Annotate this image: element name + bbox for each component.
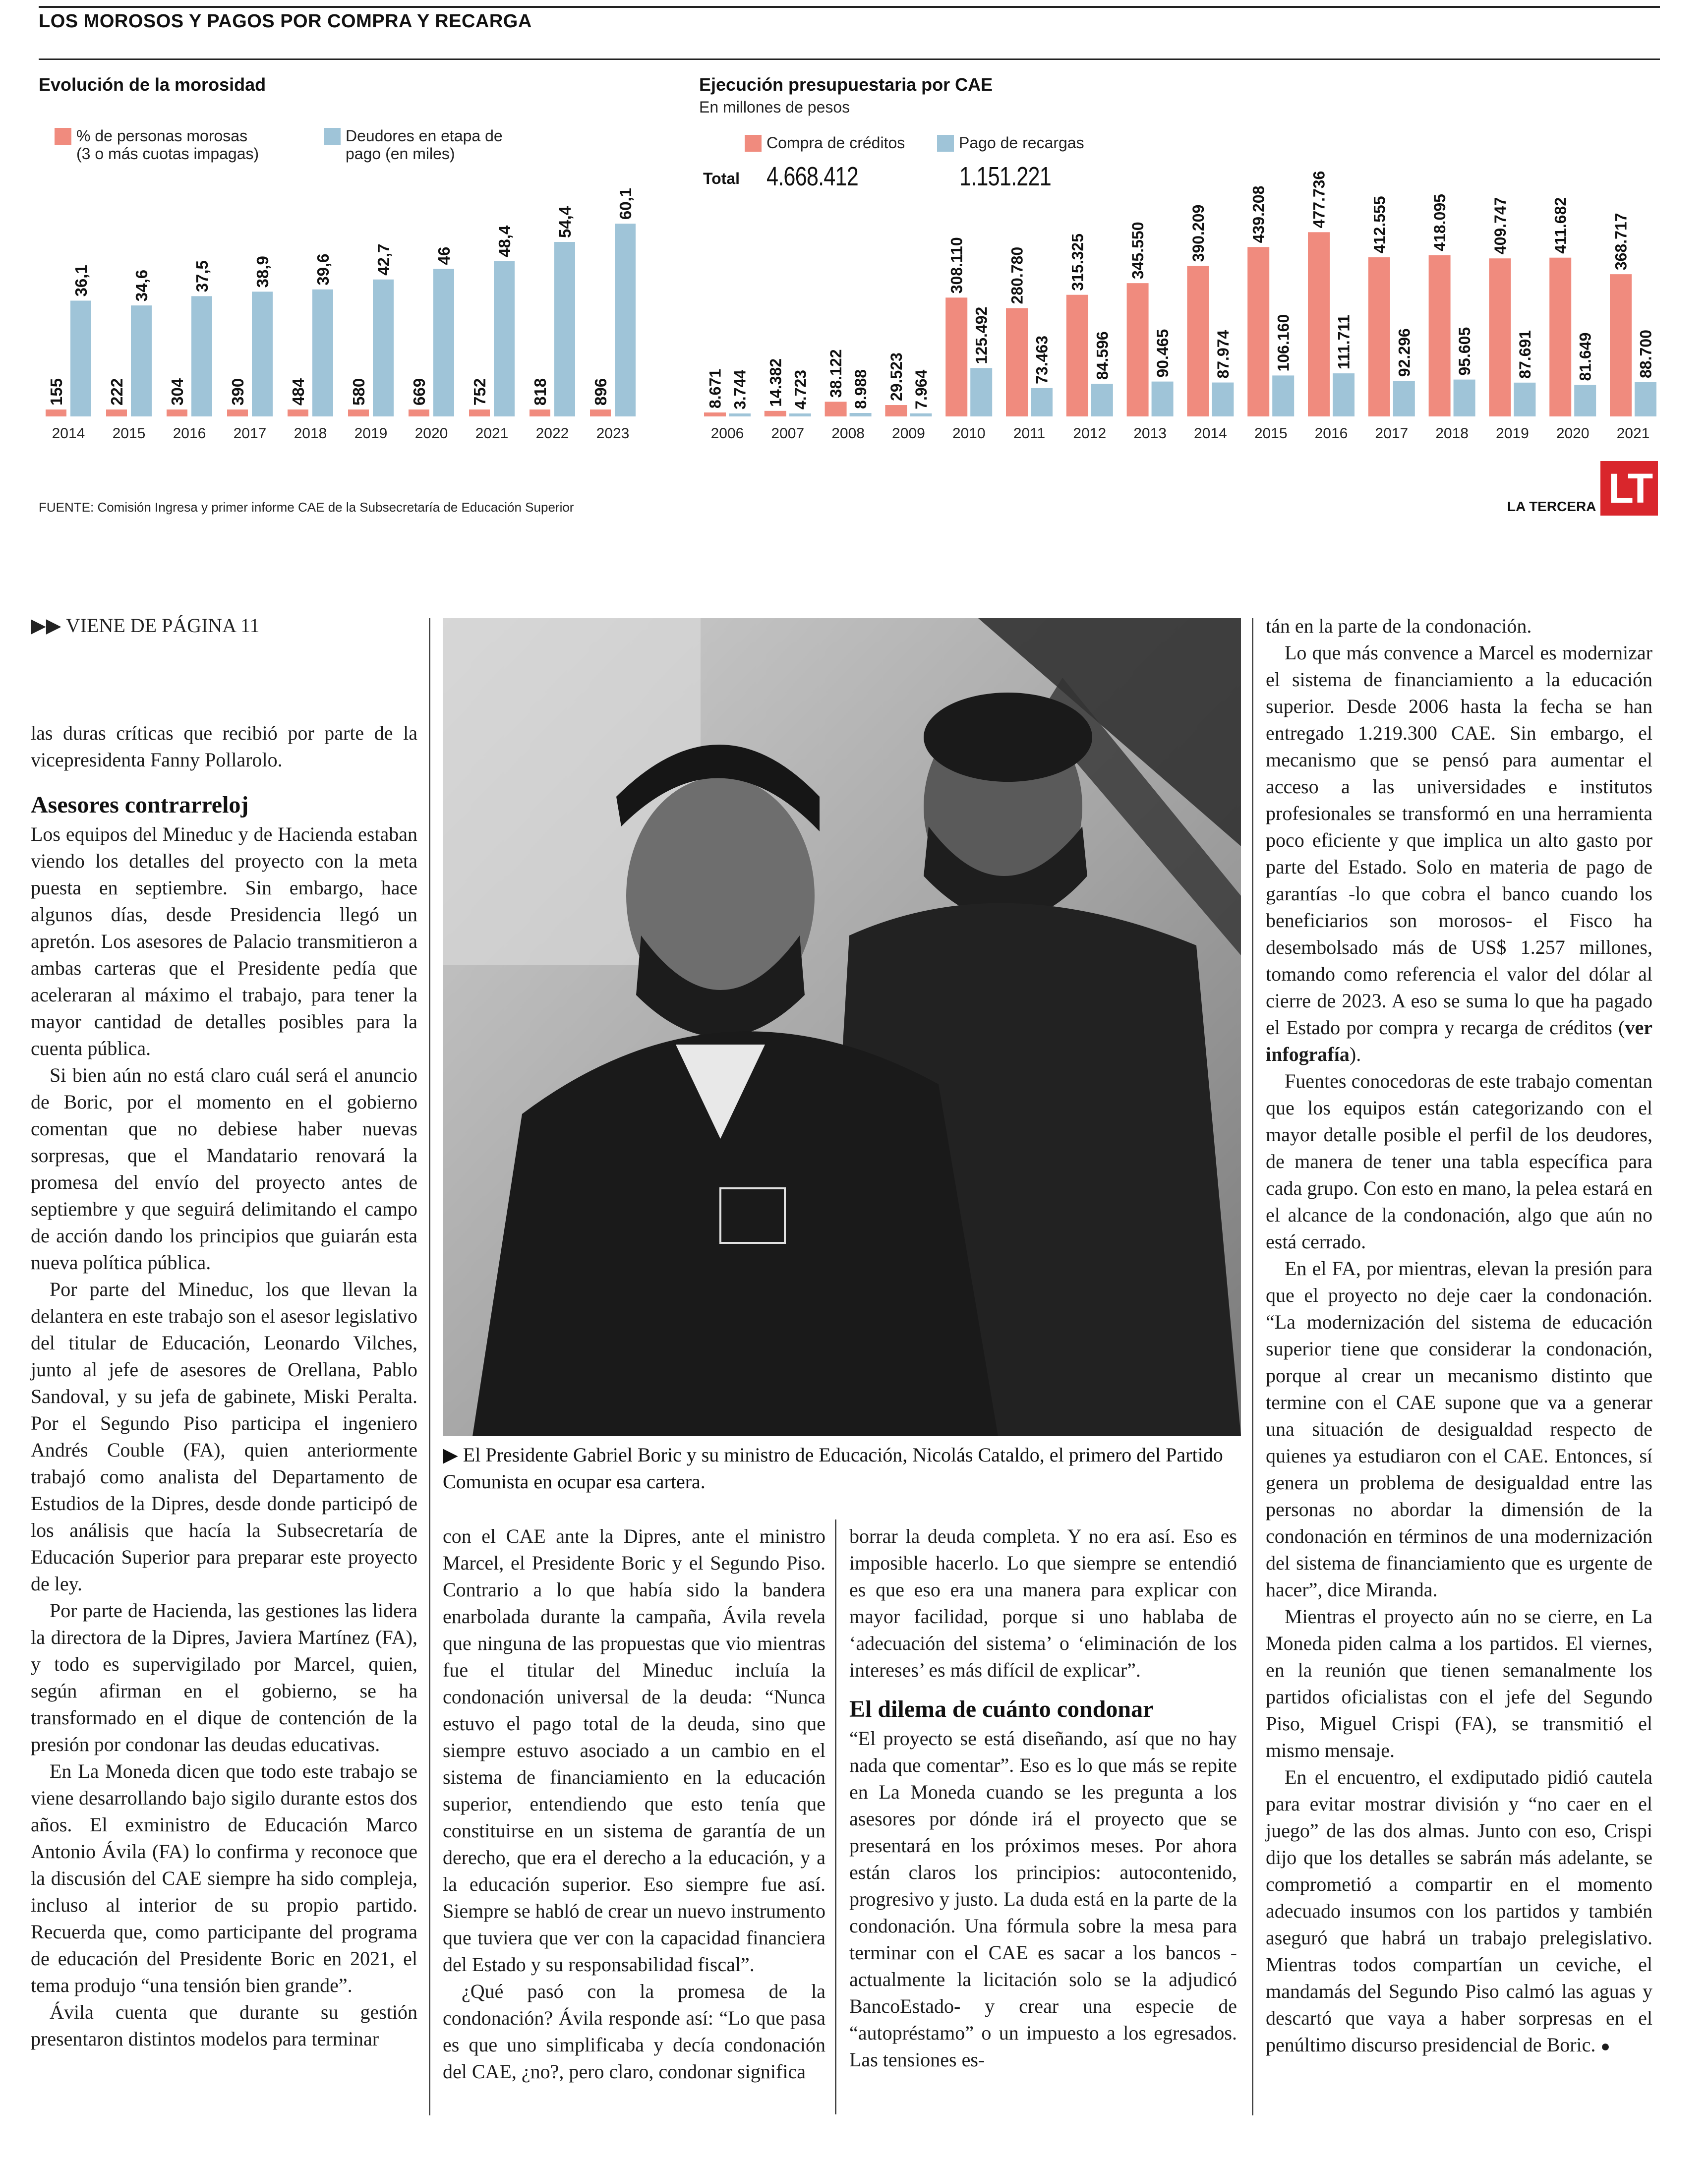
chart2-title: Ejecución presupuestaria por CAE <box>699 74 993 95</box>
article-column-3 <box>849 1523 1237 2073</box>
label-morosidad-s1-2020: 46 <box>434 246 453 265</box>
chart1-legend-deudores: Deudores en etapa de pago (en miles) <box>346 127 503 163</box>
tick-cae-2021: 2021 <box>1616 425 1650 442</box>
bar-morosidad-s1-2021 <box>494 261 515 416</box>
label-cae-s0-2012: 315.325 <box>1068 234 1087 291</box>
bar-morosidad-s0-2023 <box>590 409 611 416</box>
chart2-legend-recargas: Pago de recargas <box>959 134 1084 152</box>
col4-paragraph-1: Lo que más convence a Marcel es modernizar el sistema de financiamiento a la educación superior. Desde 2006 hasta la fecha se han entregado 1.219.300 CAE. Sin embargo, el mecanismo que se pensó para aumentar el acceso a las universidades e institutos profesionales se transformó en una herramienta poco eficiente y que implica un alto gasto por parte del Estado. Solo en materia de pago de garantías -lo que cobra el banco cuando los beneficiarios son morosos- el Fisco ha desembolsado más de US$ 1.257 millones, tomando como referencia el valor del dólar al cierre de 2023. A eso se suma lo que ha pagado el Estado por compra y recarga de créditos (ver infografía). <box>1266 642 1652 1065</box>
tick-cae-2020: 2020 <box>1556 425 1590 442</box>
label-morosidad-s0-2016: 304 <box>168 378 186 406</box>
label-morosidad-s0-2021: 752 <box>470 378 489 406</box>
bar-cae-s0-2015 <box>1247 247 1269 416</box>
chart2-total-label: Total <box>703 170 740 187</box>
label-cae-s0-2007: 14.382 <box>766 358 785 407</box>
tick-morosidad-2017: 2017 <box>233 425 267 442</box>
col4-paragraph-0: tán en la parte de la condonación. <box>1266 615 1532 637</box>
col2-paragraph-2: ¿Qué pasó con la promesa de la condonación? Ávila responde así: “Lo que pasa es que uno simplificaba y decía condonación del CAE, ¿no?, pero claro, condonar significa <box>443 1980 825 2083</box>
chart1-legend-swatch-coral <box>55 128 71 145</box>
label-cae-s0-2006: 8.671 <box>706 368 724 409</box>
col1-paragraph-2: Si bien aún no está claro cuál será el anuncio de Boric, por el momento en el gobierno comentan que no debiese haber nuevas sorpresas, que el Mandatario renovará la promesa del envío del proyecto antes de septiembre y que seguirá delimitando el campo de acción dando los principios que guiarán esta nueva política pública. <box>31 1064 417 1274</box>
tick-cae-2013: 2013 <box>1133 425 1167 442</box>
label-morosidad-s1-2018: 39,6 <box>313 253 332 286</box>
bar-cae-s0-2010 <box>945 297 967 416</box>
top-rule <box>39 6 1660 8</box>
bar-morosidad-s1-2015 <box>131 305 152 416</box>
infographic-link[interactable]: ver infografía <box>1266 1016 1652 1065</box>
label-morosidad-s0-2023: 896 <box>591 378 610 406</box>
label-morosidad-s0-2022: 818 <box>530 378 549 406</box>
bar-morosidad-s0-2022 <box>530 409 550 416</box>
header-rule <box>39 58 1660 60</box>
subheading-dilema: El dilema de cuánto condonar <box>849 1696 1154 1722</box>
chart1-morosidad <box>0 169 684 456</box>
photo-boric-cataldo <box>443 618 1241 1436</box>
tick-morosidad-2022: 2022 <box>535 425 569 442</box>
subheading-asesores: Asesores contrarreloj <box>31 792 249 818</box>
label-cae-s1-2013: 90.465 <box>1154 329 1172 378</box>
label-cae-s1-2015: 106.160 <box>1274 314 1293 372</box>
bar-cae-s0-2006 <box>704 412 726 416</box>
bar-morosidad-s1-2022 <box>554 242 575 416</box>
bar-cae-s0-2008 <box>825 402 847 416</box>
source-note: FUENTE: Comisión Ingresa y primer informe CAE de la Subsecretaría de Educación Superior <box>39 500 574 515</box>
tick-morosidad-2023: 2023 <box>596 425 630 442</box>
tick-cae-2009: 2009 <box>892 425 925 442</box>
article-column-4 <box>1266 613 1652 2059</box>
label-morosidad-s0-2017: 390 <box>228 378 247 406</box>
label-cae-s1-2008: 8.988 <box>852 369 870 409</box>
label-cae-s0-2016: 477.736 <box>1310 171 1328 229</box>
tick-cae-2019: 2019 <box>1496 425 1529 442</box>
bar-cae-s0-2009 <box>885 405 907 416</box>
bar-cae-s0-2017 <box>1368 257 1390 416</box>
label-morosidad-s1-2021: 48,4 <box>495 225 514 257</box>
col4-paragraph-3: En el FA, por mientras, elevan la presión para que el proyecto no deje caer la condonación. “La modernización del sistema de educación superior tiene que considerar la condonación, porque al crear un mecanismo distinto que termine con el CAE supone que va a generar una situación de desigualdad respecto de quienes ya estudiaron con el CAE. Entonces, sí genera un problema de desigualdad entre las personas no abordar la dimensión de la condonación en términos de una modernización del sistema de financiamiento que es urgente de hacer”, dice Miranda. <box>1266 1257 1652 1601</box>
article-column-1 <box>31 720 417 2052</box>
label-cae-s1-2014: 87.974 <box>1214 330 1232 379</box>
tick-morosidad-2021: 2021 <box>475 425 509 442</box>
bar-cae-s1-2008 <box>850 413 872 416</box>
tick-cae-2014: 2014 <box>1194 425 1227 442</box>
column-rule-2 <box>835 1519 836 2114</box>
label-morosidad-s1-2023: 60,1 <box>616 187 635 220</box>
label-cae-s0-2015: 439.208 <box>1249 185 1268 243</box>
col1-paragraph-4: Por parte de Hacienda, las gestiones las lidera la directora de la Dipres, Javiera Martínez (FA), y todo es supervigilado por Marcel, quien, según afirman en el gobierno, se ha transformado en el dique de contención de la presión por condonar las deudas educativas. <box>31 1599 417 1755</box>
bar-cae-s1-2015 <box>1272 375 1294 416</box>
label-cae-s1-2010: 125.492 <box>972 306 991 364</box>
label-cae-s1-2012: 84.596 <box>1093 331 1112 380</box>
bar-cae-s0-2019 <box>1489 258 1511 416</box>
bar-cae-s1-2018 <box>1454 380 1475 416</box>
label-cae-s0-2011: 280.780 <box>1008 246 1026 304</box>
col4-paragraph-4: Mientras el proyecto aún no se cierre, en La Moneda piden calma a los partidos. El viernes, en la reunión que tienen semanalmente los partidos oficialistas con el jefe del Segundo Piso, Miguel Crispi (FA), se transmitió el mismo mensaje. <box>1266 1605 1652 1761</box>
tick-cae-2011: 2011 <box>1013 425 1046 442</box>
bar-cae-s0-2012 <box>1066 295 1088 416</box>
label-morosidad-s0-2020: 669 <box>410 378 428 406</box>
tick-cae-2017: 2017 <box>1375 425 1409 442</box>
col4-paragraph-5: En el encuentro, el exdiputado pidió cautela para evitar mostrar división y “no caer en el juego” de las dos almas. Junto con eso, Crispi dijo que los detalles se sabrán más adelante, se comprometió a compartir en el momento adecuado insumos con los partidos y también aseguró que habrá un trabajo prelegislativo. Mientras todos compartían un ceviche, el mandamás del Segundo Piso calmó las aguas y descartó que vaya a haber sorpresas en el penúltimo discurso presidencial de Boric. ● <box>1266 1766 1652 2056</box>
col1-paragraph-6: Ávila cuenta que durante su gestión presentaron distintos modelos para terminar <box>31 2001 417 2050</box>
bar-morosidad-s0-2015 <box>106 409 127 416</box>
bar-morosidad-s1-2020 <box>433 269 454 416</box>
end-mark-icon: ● <box>1600 2037 1610 2055</box>
bar-cae-s1-2009 <box>910 413 932 416</box>
continued-from: ▶▶ VIENE DE PÁGINA 11 <box>31 614 260 637</box>
label-cae-s1-2018: 95.605 <box>1456 327 1474 376</box>
bar-morosidad-s1-2018 <box>312 290 333 416</box>
label-cae-s0-2020: 411.682 <box>1551 197 1570 254</box>
tick-cae-2010: 2010 <box>952 425 986 442</box>
col4-paragraph-2: Fuentes conocedoras de este trabajo comentan que los equipos están categorizando con el mayor detalle posible el perfil de los deudores, de manera de tener una tabla específica para cada grupo. Con esto en mano, la pelea estará en el alcance de la condonación, algo que aún no está cerrado. <box>1266 1070 1652 1253</box>
article-column-2 <box>443 1523 825 2085</box>
label-cae-s0-2019: 409.747 <box>1491 197 1509 255</box>
bar-morosidad-s1-2023 <box>615 224 636 416</box>
photo-caption: ▶ El Presidente Gabriel Boric y su ministro de Educación, Nicolás Cataldo, el primero del Partido Comunista en ocupar esa cartera. <box>443 1444 1223 1493</box>
bar-morosidad-s0-2018 <box>288 409 308 416</box>
bar-morosidad-s0-2017 <box>227 409 248 416</box>
bar-cae-s0-2014 <box>1187 266 1209 416</box>
col3-paragraph-1: borrar la deuda completa. Y no era así. Eso es imposible hacerlo. Lo que siempre se entendió es que eso era una manera para explicar con mayor facilidad, porque si uno hablaba de ‘adecuación del sistema’ o ‘eliminación de los intereses’ es más difícil de explicar”. <box>849 1525 1237 1681</box>
bar-morosidad-s1-2016 <box>191 296 212 416</box>
label-cae-s1-2009: 7.964 <box>912 369 930 409</box>
chart1-legend-swatch-blue <box>324 128 341 145</box>
bar-cae-s0-2013 <box>1127 283 1149 416</box>
label-morosidad-s1-2016: 37,5 <box>192 260 211 292</box>
label-cae-s0-2009: 29.523 <box>887 352 905 402</box>
label-cae-s1-2017: 92.296 <box>1395 328 1414 377</box>
tick-morosidad-2014: 2014 <box>52 425 85 442</box>
tick-morosidad-2016: 2016 <box>173 425 206 442</box>
label-cae-s1-2016: 111.711 <box>1335 314 1353 370</box>
col1-paragraph-1: Los equipos del Mineduc y de Hacienda estaban viendo los detalles del proyecto con la meta puesta en septiembre. Sin embargo, hace algunos días, desde Presidencia llegó un apretón. Los asesores de Palacio transmitieron a ambas carteras que el Presidente pedía que aceleraran al máximo el trabajo, para tener la mayor cantidad de detalles posibles para la cuenta pública. <box>31 823 417 1059</box>
bar-morosidad-s0-2019 <box>348 409 369 416</box>
label-cae-s0-2021: 368.717 <box>1612 213 1630 271</box>
bar-cae-s1-2019 <box>1514 383 1535 416</box>
la-tercera-logo: LT <box>1600 461 1658 516</box>
label-cae-s1-2021: 88.700 <box>1637 330 1655 378</box>
bar-cae-s1-2020 <box>1574 385 1596 416</box>
label-cae-s0-2018: 418.095 <box>1431 194 1449 251</box>
tick-cae-2016: 2016 <box>1314 425 1348 442</box>
tick-morosidad-2018: 2018 <box>294 425 327 442</box>
chart2-legend-compra: Compra de créditos <box>766 134 905 152</box>
bar-morosidad-s1-2014 <box>70 300 91 416</box>
col1-intro: las duras críticas que recibió por parte de la vicepresidenta Fanny Pollarolo. <box>31 722 417 771</box>
label-cae-s1-2020: 81.649 <box>1576 332 1594 381</box>
label-cae-s0-2013: 345.550 <box>1129 222 1147 280</box>
tick-morosidad-2019: 2019 <box>354 425 388 442</box>
bar-cae-s1-2016 <box>1333 373 1355 416</box>
tick-morosidad-2020: 2020 <box>414 425 448 442</box>
label-morosidad-s0-2019: 580 <box>349 378 368 406</box>
col1-paragraph-3: Por parte del Mineduc, los que llevan la delantera en este trabajo son el asesor legislativo del titular de Educación, Leonardo Vilches, junto al jefe de asesores de Orellana, Pablo Sandoval, y su jefa de gabinete, Miski Peralta. Por el Segundo Piso participa el ingeniero Andrés Couble (FA), quien anteriormente trabajó como analista del Departamento de Estudios de la Dipres, desde donde participó de los análisis que hacía la Subsecretaría de Educación Superior para preparar este proyecto de ley. <box>31 1278 417 1595</box>
bar-cae-s0-2018 <box>1429 255 1451 416</box>
label-morosidad-s1-2019: 42,7 <box>374 243 393 276</box>
label-cae-s0-2014: 390.209 <box>1189 204 1207 262</box>
label-morosidad-s1-2017: 38,9 <box>253 256 272 288</box>
chart2-subtitle: En millones de pesos <box>699 98 850 116</box>
bar-morosidad-s0-2014 <box>46 409 66 416</box>
tick-morosidad-2015: 2015 <box>112 425 146 442</box>
label-morosidad-s0-2018: 484 <box>289 378 307 406</box>
bar-cae-s0-2020 <box>1549 258 1571 416</box>
col1-paragraph-5: En La Moneda dicen que todo este trabajo se viene desarrollando bajo sigilo durante estos dos años. El exministro de Educación Marco Antonio Ávila (FA) lo confirma y reconoce que la discusión del CAE siempre ha sido compleja, incluso al interior de su propio partido. Recuerda que, como participante del programa de educación del Presidente Boric en 2021, el tema produjo “una tensión bien grande”. <box>31 1760 417 1996</box>
label-cae-s1-2019: 87.691 <box>1516 330 1534 379</box>
label-morosidad-s1-2015: 34,6 <box>132 269 151 302</box>
label-cae-s1-2011: 73.463 <box>1033 335 1051 384</box>
label-cae-s0-2008: 38.122 <box>827 349 845 398</box>
photo-illustration <box>443 618 1241 1436</box>
tick-cae-2006: 2006 <box>710 425 744 442</box>
bar-cae-s1-2017 <box>1393 381 1415 416</box>
bar-morosidad-s0-2021 <box>469 409 490 416</box>
tick-cae-2018: 2018 <box>1435 425 1469 442</box>
bar-cae-s1-2011 <box>1031 388 1053 416</box>
brand-name: LA TERCERA <box>1507 499 1596 514</box>
bar-cae-s0-2011 <box>1006 308 1028 416</box>
label-morosidad-s1-2014: 36,1 <box>71 265 90 297</box>
bar-cae-s1-2010 <box>970 368 992 416</box>
tick-cae-2015: 2015 <box>1254 425 1288 442</box>
col2-paragraph-1: con el CAE ante la Dipres, ante el ministro Marcel, el Presidente Boric y el Segundo Piso. Contrario a lo que había sido la bandera enarbolada durante la campaña, Ávila revela que ninguna de las propuestas que vio mientras fue el titular del Mineduc incluía la condonación universal de la deuda: “Nunca estuvo el pago total de la deuda, sino que siempre estuvo asociado a un cambio en el sistema de financiamiento en la educación superior, entendiendo que esto tenía que constituirse en un sistema de garantía de un derecho, que era el derecho a la educación, y a la educación superior. Eso siempre fue así. Siempre se habló de crear un nuevo instrumento que tuviera que ver con la capacidad financiera del Estado y su responsabilidad fiscal”. <box>443 1525 825 1976</box>
bar-cae-s1-2007 <box>789 413 811 416</box>
column-rule-3 <box>1252 618 1253 2115</box>
chart2-total-compra: 4.668.412 <box>766 162 858 191</box>
bar-morosidad-s1-2019 <box>373 280 394 416</box>
tick-cae-2007: 2007 <box>771 425 805 442</box>
bar-cae-s1-2013 <box>1152 382 1174 416</box>
bar-cae-s0-2007 <box>765 411 786 416</box>
chart1-title: Evolución de la morosidad <box>39 74 266 95</box>
bar-cae-s1-2012 <box>1091 384 1113 416</box>
chart2-ejecucion <box>684 109 1666 456</box>
col3-paragraph-2: “El proyecto se está diseñando, así que no hay nada que comentar”. Eso es lo que más se repite en La Moneda cuando se les pregunta a los asesores por dónde irá el proyecto que se presentará en los próximos meses. Por ahora están claros los principios: autocontenido, progresivo y justo. La duda está en la parte de la condonación. Una fórmula sobre la mesa para terminar con el CAE es sacar a los bancos -actualmente la licitación solo se la adjudicó BancoEstado- y crear una especie de “autopréstamo” o un impuesto a los egresados. Las tensiones es- <box>849 1727 1237 2071</box>
label-cae-s1-2006: 3.744 <box>731 369 749 409</box>
label-morosidad-s1-2022: 54,4 <box>555 206 574 238</box>
bar-morosidad-s0-2016 <box>167 409 187 416</box>
bar-morosidad-s0-2020 <box>409 409 429 416</box>
bar-cae-s1-2006 <box>729 413 751 416</box>
section-title: LOS MOROSOS Y PAGOS POR COMPRA Y RECARGA <box>39 11 532 32</box>
label-cae-s0-2010: 308.110 <box>947 237 966 294</box>
tick-cae-2008: 2008 <box>831 425 865 442</box>
chart1-legend-morosas: % de personas morosas (3 o más cuotas impagas) <box>76 127 259 163</box>
label-morosidad-s0-2014: 155 <box>47 378 65 406</box>
tick-cae-2012: 2012 <box>1073 425 1107 442</box>
bar-cae-s1-2014 <box>1212 383 1234 416</box>
label-morosidad-s0-2015: 222 <box>107 378 126 406</box>
label-cae-s0-2017: 412.555 <box>1370 196 1389 254</box>
column-rule-1 <box>429 618 430 2115</box>
bar-morosidad-s1-2017 <box>252 292 273 416</box>
label-cae-s1-2007: 4.723 <box>791 369 810 409</box>
chart2-total-recargas: 1.151.221 <box>959 162 1051 191</box>
bar-cae-s0-2016 <box>1308 232 1330 416</box>
bar-cae-s1-2021 <box>1635 382 1656 416</box>
bar-cae-s0-2021 <box>1610 274 1632 416</box>
